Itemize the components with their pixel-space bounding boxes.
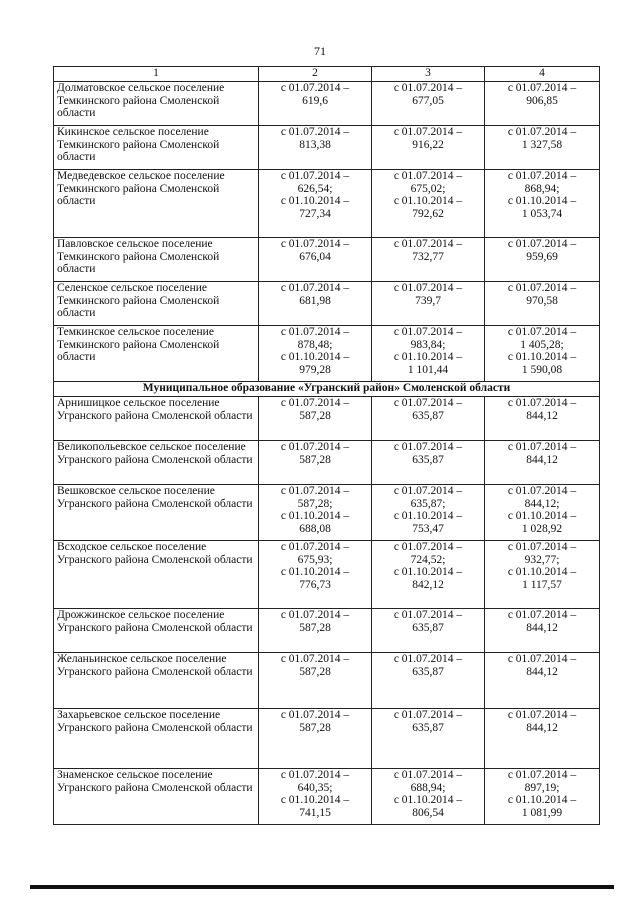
tariff-cell: с 01.07.2014 – 844,12 xyxy=(485,709,600,769)
tariff-cell: с 01.07.2014 – 587,28 xyxy=(259,397,372,441)
tariff-cell: с 01.07.2014 – 724,52; с 01.10.2014 – 842,12 xyxy=(372,541,485,609)
table-row xyxy=(54,397,600,441)
tariff-cell: с 01.07.2014 – 916,22 xyxy=(372,126,485,170)
tariff-cell: с 01.07.2014 – 681,98 xyxy=(259,282,372,326)
settlement-name: Захарьевское сельское поселение Угранского района Смоленской области xyxy=(54,709,259,769)
tariff-cell: с 01.07.2014 – 635,87; с 01.10.2014 – 753,47 xyxy=(372,485,485,541)
table-row xyxy=(54,326,600,382)
settlement-name: Арнишицкое сельское поселение Угранского района Смоленской области xyxy=(54,397,259,441)
tariff-cell: с 01.07.2014 – 959,69 xyxy=(485,238,600,282)
tariff-cell: с 01.07.2014 – 619,6 xyxy=(259,82,372,126)
table-row xyxy=(54,769,600,825)
tariff-cell: с 01.07.2014 – 587,28 xyxy=(259,609,372,653)
tariff-table xyxy=(53,66,600,825)
tariff-cell: с 01.07.2014 – 587,28 xyxy=(259,709,372,769)
tariff-cell: с 01.07.2014 – 675,02; с 01.10.2014 – 792,62 xyxy=(372,170,485,238)
settlement-name: Кикинское сельское поселение Темкинского района Смоленской области xyxy=(54,126,259,170)
tariff-cell: с 01.07.2014 – 970,58 xyxy=(485,282,600,326)
tariff-cell: с 01.07.2014 – 635,87 xyxy=(372,653,485,709)
settlement-name: Желаньинское сельское поселение Угранского района Смоленской области xyxy=(54,653,259,709)
settlement-name: Вешковское сельское поселение Угранского района Смоленской области xyxy=(54,485,259,541)
column-header: 1 xyxy=(54,67,259,82)
section-title: Муниципальное образование «Угранский район» Смоленской области xyxy=(54,382,600,397)
settlement-name: Селенское сельское поселение Темкинского района Смоленской области xyxy=(54,282,259,326)
column-header: 2 xyxy=(259,67,372,82)
table-row xyxy=(54,709,600,769)
settlement-name: Знаменское сельское поселение Угранского района Смоленской области xyxy=(54,769,259,825)
table-row xyxy=(54,541,600,609)
table-header-row xyxy=(54,67,600,82)
tariff-cell: с 01.07.2014 – 844,12 xyxy=(485,397,600,441)
tariff-cell: с 01.07.2014 – 677,05 xyxy=(372,82,485,126)
settlement-name: Темкинское сельское поселение Темкинского района Смоленской области xyxy=(54,326,259,382)
tariff-cell: с 01.07.2014 – 640,35; с 01.10.2014 – 741,15 xyxy=(259,769,372,825)
tariff-cell: с 01.07.2014 – 676,04 xyxy=(259,238,372,282)
tariff-cell: с 01.07.2014 – 813,38 xyxy=(259,126,372,170)
tariff-cell: с 01.07.2014 – 868,94; с 01.10.2014 – 1 053,74 xyxy=(485,170,600,238)
table-row xyxy=(54,609,600,653)
tariff-cell: с 01.07.2014 – 844,12; с 01.10.2014 – 1 028,92 xyxy=(485,485,600,541)
tariff-cell: с 01.07.2014 – 844,12 xyxy=(485,441,600,485)
tariff-cell: с 01.07.2014 – 732,77 xyxy=(372,238,485,282)
tariff-cell: с 01.07.2014 – 626,54; с 01.10.2014 – 727,34 xyxy=(259,170,372,238)
settlement-name: Павловское сельское поселение Темкинского района Смоленской области xyxy=(54,238,259,282)
tariff-cell: с 01.07.2014 – 1 405,28; с 01.10.2014 – 1 590,08 xyxy=(485,326,600,382)
tariff-cell: с 01.07.2014 – 932,77; с 01.10.2014 – 1 117,57 xyxy=(485,541,600,609)
tariff-cell: с 01.07.2014 – 878,48; с 01.10.2014 – 979,28 xyxy=(259,326,372,382)
tariff-cell: с 01.07.2014 – 587,28 xyxy=(259,653,372,709)
tariff-cell: с 01.07.2014 – 897,19; с 01.10.2014 – 1 081,99 xyxy=(485,769,600,825)
table-row xyxy=(54,282,600,326)
tariff-cell: с 01.07.2014 – 675,93; с 01.10.2014 – 776,73 xyxy=(259,541,372,609)
page-number: 71 xyxy=(314,44,326,58)
tariff-cell: с 01.07.2014 – 587,28 xyxy=(259,441,372,485)
section-header-row xyxy=(54,382,600,397)
settlement-name: Великопольевское сельское поселение Угранского района Смоленской области xyxy=(54,441,259,485)
tariff-cell: с 01.07.2014 – 635,87 xyxy=(372,709,485,769)
table-row xyxy=(54,238,600,282)
tariff-cell: с 01.07.2014 – 844,12 xyxy=(485,609,600,653)
settlement-name: Всходское сельское поселение Угранского района Смоленской области xyxy=(54,541,259,609)
tariff-cell: с 01.07.2014 – 739,7 xyxy=(372,282,485,326)
tariff-cell: с 01.07.2014 – 635,87 xyxy=(372,609,485,653)
column-header: 3 xyxy=(372,67,485,82)
bottom-rule xyxy=(30,885,614,889)
table-row xyxy=(54,82,600,126)
tariff-cell: с 01.07.2014 – 844,12 xyxy=(485,653,600,709)
settlement-name: Долматовское сельское поселение Темкинского района Смоленской области xyxy=(54,82,259,126)
table-row xyxy=(54,485,600,541)
tariff-cell: с 01.07.2014 – 635,87 xyxy=(372,441,485,485)
tariff-cell: с 01.07.2014 – 1 327,58 xyxy=(485,126,600,170)
table-row xyxy=(54,170,600,238)
settlement-name: Медведевское сельское поселение Темкинского района Смоленской области xyxy=(54,170,259,238)
column-header: 4 xyxy=(485,67,600,82)
table-row xyxy=(54,126,600,170)
tariff-cell: с 01.07.2014 – 587,28; с 01.10.2014 – 688,08 xyxy=(259,485,372,541)
table-row xyxy=(54,441,600,485)
tariff-cell: с 01.07.2014 – 635,87 xyxy=(372,397,485,441)
table-row xyxy=(54,653,600,709)
tariff-cell: с 01.07.2014 – 983,84; с 01.10.2014 – 1 101,44 xyxy=(372,326,485,382)
settlement-name: Дрожжинское сельское поселение Угранского района Смоленской области xyxy=(54,609,259,653)
tariff-cell: с 01.07.2014 – 906,85 xyxy=(485,82,600,126)
tariff-cell: с 01.07.2014 – 688,94; с 01.10.2014 – 806,54 xyxy=(372,769,485,825)
